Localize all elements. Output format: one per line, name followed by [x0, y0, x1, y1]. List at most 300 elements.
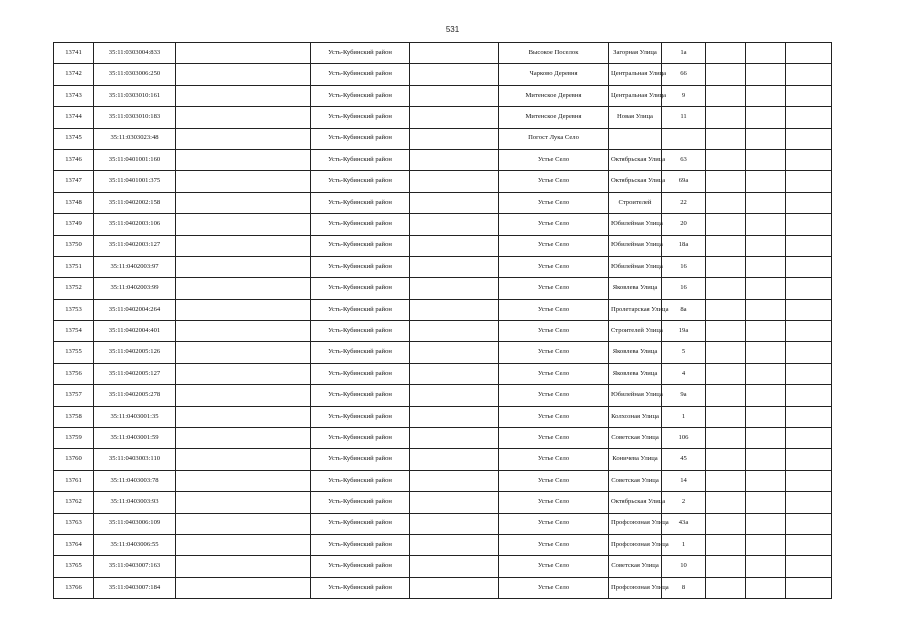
cell-empty: [410, 342, 499, 363]
cell-empty: [786, 470, 832, 491]
cell-district: Усть-Кубинский район: [311, 406, 410, 427]
cell-empty: [786, 85, 832, 106]
cell-house-number: 2: [662, 492, 706, 513]
cell-street: Центральная Улица: [609, 85, 662, 106]
cell-cadastral-number: 35:11:0303004:833: [94, 43, 176, 64]
cell-street: Советская Улица: [609, 470, 662, 491]
cell-empty: [706, 385, 746, 406]
cell-empty: [176, 385, 311, 406]
cell-empty: [176, 577, 311, 598]
cell-record-number: 13757: [54, 385, 94, 406]
cell-empty: [786, 321, 832, 342]
table-row: [54, 363, 832, 384]
cell-empty: [746, 85, 786, 106]
cell-empty: [746, 342, 786, 363]
cell-district: Усть-Кубинский район: [311, 556, 410, 577]
cell-empty: [410, 321, 499, 342]
cell-district: Усть-Кубинский район: [311, 278, 410, 299]
cell-record-number: 13763: [54, 513, 94, 534]
cell-empty: [786, 449, 832, 470]
cell-empty: [786, 513, 832, 534]
cell-empty: [410, 107, 499, 128]
cell-empty: [746, 235, 786, 256]
cell-house-number: 11: [662, 107, 706, 128]
cell-street: Советская Улица: [609, 556, 662, 577]
cell-district: Усть-Кубинский район: [311, 342, 410, 363]
cell-street: Юбилейная Улица: [609, 256, 662, 277]
cell-cadastral-number: 35:11:0403006:109: [94, 513, 176, 534]
cell-street: Пролетарская Улица: [609, 299, 662, 320]
cell-district: Усть-Кубинский район: [311, 149, 410, 170]
cell-settlement: Устье Село: [499, 406, 609, 427]
cell-settlement: Устье Село: [499, 299, 609, 320]
cell-street: Яковлева Улица: [609, 363, 662, 384]
cell-cadastral-number: 35:11:0402003:97: [94, 256, 176, 277]
cell-house-number: 1: [662, 534, 706, 555]
cell-empty: [786, 128, 832, 149]
cell-empty: [706, 149, 746, 170]
cell-cadastral-number: 35:11:0402002:158: [94, 192, 176, 213]
table-row: [54, 534, 832, 555]
cell-district: Усть-Кубинский район: [311, 513, 410, 534]
cell-settlement: Устье Село: [499, 577, 609, 598]
cell-street: Загорная Улица: [609, 43, 662, 64]
table-row: [54, 171, 832, 192]
cell-empty: [706, 107, 746, 128]
cell-street: Юбилейная Улица: [609, 235, 662, 256]
cell-empty: [176, 85, 311, 106]
cell-empty: [706, 513, 746, 534]
cell-empty: [410, 428, 499, 449]
cell-cadastral-number: 35:11:0403003:78: [94, 470, 176, 491]
cell-settlement: Митенское Деревня: [499, 85, 609, 106]
cell-settlement: Устье Село: [499, 171, 609, 192]
cell-empty: [410, 43, 499, 64]
cell-empty: [706, 556, 746, 577]
cell-empty: [746, 256, 786, 277]
cell-record-number: 13746: [54, 149, 94, 170]
cell-cadastral-number: 35:11:0403001:59: [94, 428, 176, 449]
cell-cadastral-number: 35:11:0403003:110: [94, 449, 176, 470]
cell-empty: [746, 171, 786, 192]
table-row: [54, 470, 832, 491]
cell-district: Усть-Кубинский район: [311, 321, 410, 342]
table-row: [54, 149, 832, 170]
table-row: [54, 278, 832, 299]
table-body: [54, 43, 832, 599]
cell-record-number: 13741: [54, 43, 94, 64]
cell-house-number: 66: [662, 64, 706, 85]
cell-street: Профсоюзная Улица: [609, 513, 662, 534]
cell-empty: [786, 171, 832, 192]
cell-settlement: Устье Село: [499, 342, 609, 363]
cell-empty: [746, 513, 786, 534]
table-row: [54, 85, 832, 106]
cell-empty: [746, 299, 786, 320]
cell-district: Усть-Кубинский район: [311, 428, 410, 449]
cell-record-number: 13745: [54, 128, 94, 149]
cell-empty: [786, 43, 832, 64]
cell-record-number: 13758: [54, 406, 94, 427]
cell-empty: [176, 256, 311, 277]
table-row: [54, 107, 832, 128]
cell-empty: [746, 449, 786, 470]
cell-empty: [706, 235, 746, 256]
table-row: [54, 128, 832, 149]
cell-house-number: 18а: [662, 235, 706, 256]
cell-cadastral-number: 35:11:0402005:126: [94, 342, 176, 363]
cell-street: Юбилейная Улица: [609, 214, 662, 235]
cell-empty: [786, 406, 832, 427]
cell-empty: [410, 449, 499, 470]
cell-empty: [706, 492, 746, 513]
cell-empty: [176, 428, 311, 449]
cell-empty: [410, 85, 499, 106]
cell-record-number: 13747: [54, 171, 94, 192]
cell-record-number: 13755: [54, 342, 94, 363]
cell-district: Усть-Кубинский район: [311, 192, 410, 213]
cell-empty: [176, 299, 311, 320]
cell-empty: [786, 299, 832, 320]
cell-record-number: 13766: [54, 577, 94, 598]
cell-empty: [746, 492, 786, 513]
table-row: [54, 43, 832, 64]
cell-empty: [410, 192, 499, 213]
cell-record-number: 13762: [54, 492, 94, 513]
cell-empty: [410, 171, 499, 192]
cell-empty: [746, 470, 786, 491]
cell-empty: [746, 385, 786, 406]
cell-settlement: Высокое Поселок: [499, 43, 609, 64]
cell-cadastral-number: 35:11:0401001:160: [94, 149, 176, 170]
cell-empty: [746, 64, 786, 85]
cell-house-number: 8а: [662, 299, 706, 320]
table-row: [54, 385, 832, 406]
cell-district: Усть-Кубинский район: [311, 128, 410, 149]
cell-cadastral-number: 35:11:0402004:264: [94, 299, 176, 320]
cell-empty: [410, 149, 499, 170]
cell-house-number: 10: [662, 556, 706, 577]
cell-cadastral-number: 35:11:0402003:99: [94, 278, 176, 299]
cell-empty: [706, 363, 746, 384]
cell-district: Усть-Кубинский район: [311, 492, 410, 513]
cell-empty: [786, 385, 832, 406]
cell-empty: [176, 278, 311, 299]
cell-house-number: 43а: [662, 513, 706, 534]
cell-empty: [786, 235, 832, 256]
cell-settlement: Устье Село: [499, 428, 609, 449]
cell-empty: [706, 43, 746, 64]
cell-empty: [706, 470, 746, 491]
cell-settlement: Устье Село: [499, 321, 609, 342]
cell-record-number: 13764: [54, 534, 94, 555]
cell-district: Усть-Кубинский район: [311, 64, 410, 85]
table-row: [54, 256, 832, 277]
cell-empty: [746, 406, 786, 427]
cell-empty: [176, 321, 311, 342]
page-number: 531: [445, 25, 460, 34]
cell-district: Усть-Кубинский район: [311, 363, 410, 384]
cell-record-number: 13759: [54, 428, 94, 449]
table-row: [54, 214, 832, 235]
cell-district: Усть-Кубинский район: [311, 577, 410, 598]
table-row: [54, 299, 832, 320]
cell-house-number: [662, 128, 706, 149]
cell-empty: [786, 534, 832, 555]
cell-empty: [786, 363, 832, 384]
cell-record-number: 13751: [54, 256, 94, 277]
cell-street: Новая Улица: [609, 107, 662, 128]
table-row: [54, 235, 832, 256]
cell-empty: [410, 534, 499, 555]
cell-empty: [786, 278, 832, 299]
cell-record-number: 13742: [54, 64, 94, 85]
cell-settlement: Устье Село: [499, 534, 609, 555]
cell-settlement: Устье Село: [499, 256, 609, 277]
cell-empty: [410, 128, 499, 149]
cell-district: Усть-Кубинский район: [311, 107, 410, 128]
cell-house-number: 14: [662, 470, 706, 491]
cell-house-number: 4: [662, 363, 706, 384]
cell-house-number: 8: [662, 577, 706, 598]
cell-empty: [706, 171, 746, 192]
cell-house-number: 16: [662, 278, 706, 299]
cell-house-number: 69а: [662, 171, 706, 192]
cell-record-number: 13743: [54, 85, 94, 106]
cell-empty: [410, 577, 499, 598]
cell-empty: [746, 363, 786, 384]
cell-empty: [176, 342, 311, 363]
cell-empty: [176, 107, 311, 128]
cell-empty: [746, 278, 786, 299]
cell-empty: [410, 385, 499, 406]
cell-cadastral-number: 35:11:0402003:127: [94, 235, 176, 256]
cell-record-number: 13752: [54, 278, 94, 299]
cell-empty: [410, 235, 499, 256]
cell-empty: [410, 556, 499, 577]
cell-settlement: Устье Село: [499, 214, 609, 235]
cell-empty: [706, 321, 746, 342]
table-row: [54, 192, 832, 213]
cell-empty: [706, 577, 746, 598]
cell-house-number: 106: [662, 428, 706, 449]
table-row: [54, 577, 832, 598]
cell-empty: [410, 513, 499, 534]
cell-house-number: 19а: [662, 321, 706, 342]
cell-record-number: 13748: [54, 192, 94, 213]
cell-street: Советская Улица: [609, 428, 662, 449]
cell-cadastral-number: 35:11:0303023:48: [94, 128, 176, 149]
cell-cadastral-number: 35:11:0303010:183: [94, 107, 176, 128]
cell-settlement: Устье Село: [499, 470, 609, 491]
cell-settlement: Устье Село: [499, 492, 609, 513]
cell-cadastral-number: 35:11:0401001:375: [94, 171, 176, 192]
cell-empty: [786, 556, 832, 577]
cell-empty: [176, 192, 311, 213]
cell-cadastral-number: 35:11:0403006:55: [94, 534, 176, 555]
cell-empty: [746, 321, 786, 342]
cell-record-number: 13754: [54, 321, 94, 342]
cell-street: Коничева Улица: [609, 449, 662, 470]
cell-empty: [410, 470, 499, 491]
cell-house-number: 9: [662, 85, 706, 106]
cell-empty: [176, 406, 311, 427]
cell-street: Строителей: [609, 192, 662, 213]
cell-settlement: Чарково Деревня: [499, 64, 609, 85]
cell-empty: [410, 406, 499, 427]
cell-house-number: 5: [662, 342, 706, 363]
cell-empty: [706, 406, 746, 427]
cell-settlement: Митенское Деревня: [499, 107, 609, 128]
cell-cadastral-number: 35:11:0403007:163: [94, 556, 176, 577]
cell-empty: [410, 492, 499, 513]
table-row: [54, 321, 832, 342]
cell-record-number: 13765: [54, 556, 94, 577]
table-row: [54, 556, 832, 577]
table-row: [54, 513, 832, 534]
cell-empty: [176, 43, 311, 64]
cell-empty: [176, 363, 311, 384]
cell-empty: [706, 278, 746, 299]
cell-district: Усть-Кубинский район: [311, 534, 410, 555]
cell-settlement: Устье Село: [499, 556, 609, 577]
cell-empty: [786, 428, 832, 449]
cell-district: Усть-Кубинский район: [311, 299, 410, 320]
cell-district: Усть-Кубинский район: [311, 214, 410, 235]
cell-empty: [786, 192, 832, 213]
cell-district: Усть-Кубинский район: [311, 235, 410, 256]
cell-house-number: 63: [662, 149, 706, 170]
property-table: [53, 42, 832, 599]
cell-district: Усть-Кубинский район: [311, 385, 410, 406]
cell-empty: [176, 171, 311, 192]
cell-district: Усть-Кубинский район: [311, 171, 410, 192]
cell-street: [609, 128, 662, 149]
cell-empty: [746, 128, 786, 149]
cell-settlement: Устье Село: [499, 513, 609, 534]
cell-cadastral-number: 35:11:0402005:278: [94, 385, 176, 406]
cell-street: Профсоюзная Улица: [609, 577, 662, 598]
table-row: [54, 406, 832, 427]
cell-empty: [786, 149, 832, 170]
cell-empty: [786, 577, 832, 598]
cell-empty: [706, 428, 746, 449]
cell-empty: [706, 534, 746, 555]
cell-street: Октябрьская Улица: [609, 492, 662, 513]
cell-empty: [706, 214, 746, 235]
cell-empty: [706, 128, 746, 149]
cell-street: Профсоюзная Улица: [609, 534, 662, 555]
cell-empty: [786, 214, 832, 235]
cell-empty: [746, 43, 786, 64]
cell-house-number: 20: [662, 214, 706, 235]
cell-cadastral-number: 35:11:0402003:106: [94, 214, 176, 235]
cell-empty: [176, 513, 311, 534]
cell-empty: [706, 85, 746, 106]
cell-empty: [176, 235, 311, 256]
cell-empty: [410, 299, 499, 320]
cell-street: Строителей Улица: [609, 321, 662, 342]
cell-record-number: 13756: [54, 363, 94, 384]
cell-empty: [746, 556, 786, 577]
cell-empty: [786, 107, 832, 128]
cell-settlement: Устье Село: [499, 192, 609, 213]
cell-empty: [176, 556, 311, 577]
cell-empty: [410, 278, 499, 299]
cell-cadastral-number: 35:11:0402004:401: [94, 321, 176, 342]
cell-empty: [706, 449, 746, 470]
cell-record-number: 13750: [54, 235, 94, 256]
cell-empty: [706, 299, 746, 320]
cell-settlement: Устье Село: [499, 449, 609, 470]
cell-empty: [746, 149, 786, 170]
cell-empty: [706, 342, 746, 363]
cell-street: Октябрьская Улица: [609, 149, 662, 170]
cell-empty: [176, 214, 311, 235]
cell-empty: [176, 534, 311, 555]
cell-settlement: Устье Село: [499, 235, 609, 256]
cell-empty: [746, 192, 786, 213]
table-row: [54, 428, 832, 449]
cell-cadastral-number: 35:11:0403001:35: [94, 406, 176, 427]
cell-house-number: 16: [662, 256, 706, 277]
cell-empty: [746, 107, 786, 128]
cell-house-number: 1а: [662, 43, 706, 64]
table-row: [54, 342, 832, 363]
cell-empty: [176, 149, 311, 170]
cell-empty: [706, 256, 746, 277]
cell-cadastral-number: 35:11:0402005:127: [94, 363, 176, 384]
cell-empty: [746, 534, 786, 555]
cell-empty: [746, 577, 786, 598]
cell-record-number: 13760: [54, 449, 94, 470]
table-row: [54, 492, 832, 513]
cell-district: Усть-Кубинский район: [311, 449, 410, 470]
cell-settlement: Устье Село: [499, 278, 609, 299]
cell-house-number: 9а: [662, 385, 706, 406]
cell-district: Усть-Кубинский район: [311, 43, 410, 64]
cell-settlement: Погост Лука Село: [499, 128, 609, 149]
cell-settlement: Устье Село: [499, 149, 609, 170]
cell-settlement: Устье Село: [499, 363, 609, 384]
cell-district: Усть-Кубинский район: [311, 85, 410, 106]
cell-empty: [706, 192, 746, 213]
cell-house-number: 45: [662, 449, 706, 470]
cell-empty: [176, 64, 311, 85]
cell-empty: [786, 342, 832, 363]
cell-empty: [746, 428, 786, 449]
cell-street: Юбилейная Улица: [609, 385, 662, 406]
cell-empty: [410, 363, 499, 384]
cell-cadastral-number: 35:11:0403003:93: [94, 492, 176, 513]
cell-empty: [410, 256, 499, 277]
cell-record-number: 13744: [54, 107, 94, 128]
cell-record-number: 13749: [54, 214, 94, 235]
cell-street: Октябрьская Улица: [609, 171, 662, 192]
cell-street: Яковлева Улица: [609, 278, 662, 299]
cell-empty: [410, 64, 499, 85]
cell-empty: [786, 256, 832, 277]
cell-record-number: 13753: [54, 299, 94, 320]
cell-settlement: Устье Село: [499, 385, 609, 406]
cell-street: Центральная Улица: [609, 64, 662, 85]
cell-empty: [176, 470, 311, 491]
cell-empty: [176, 128, 311, 149]
cell-cadastral-number: 35:11:0303006:250: [94, 64, 176, 85]
cell-cadastral-number: 35:11:0403007:184: [94, 577, 176, 598]
cell-record-number: 13761: [54, 470, 94, 491]
cell-empty: [786, 64, 832, 85]
